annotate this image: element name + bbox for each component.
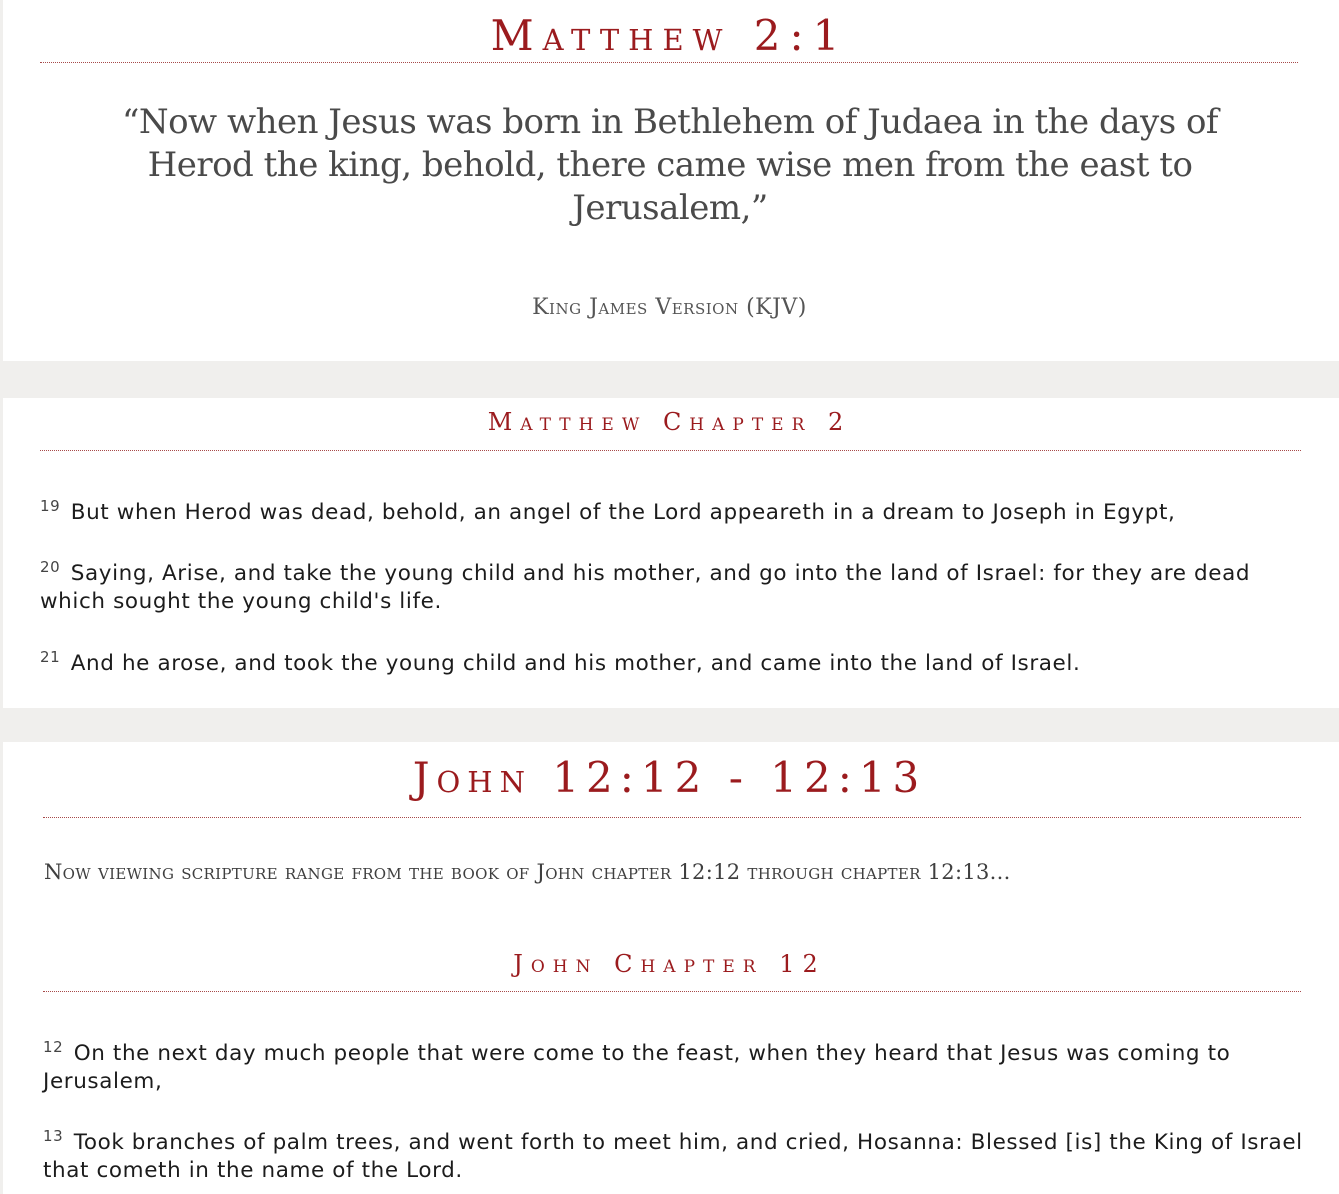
range-title: John 12:12 - 12:13 — [412, 753, 927, 802]
chapter-divider — [43, 991, 1301, 992]
verse-number: 13 — [43, 1126, 64, 1145]
verse-number: 19 — [40, 496, 61, 515]
verse-item — [40, 647, 1305, 678]
range-description: Now viewing scripture range from the book of John chapter 12:12 through chapter 12:13... — [44, 860, 1011, 884]
verse-number: 20 — [40, 557, 61, 576]
verse-number: 12 — [43, 1037, 64, 1056]
title-divider — [40, 62, 1298, 63]
verse-text: And he arose, and took the young child and his mother, and came into the land of Israel. — [70, 651, 1081, 676]
verse-item — [43, 1037, 1305, 1096]
verse-text: Took branches of palm trees, and went forth to meet him, and cried, Hosanna: Blessed [is] the King of Israel that cometh in the name of the Lord. — [43, 1130, 1303, 1183]
verse-text: On the next day much people that were come to the feast, when they heard that Jesus was coming to Jerusalem, — [43, 1041, 1231, 1094]
verse-text: But when Herod was dead, behold, an angel of the Lord appeareth in a dream to Joseph in Egypt, — [70, 500, 1176, 525]
verse-number: 21 — [40, 647, 61, 666]
verse-quote: “Now when Jesus was born in Bethlehem of Judaea in the days of Herod the king, behold, there came wise men from the east to Jerusalem,” — [121, 102, 1219, 228]
page-title: Matthew 2:1 — [490, 11, 849, 60]
range-title-divider — [43, 817, 1301, 818]
bible-version-label[interactable]: King James Version (KJV) — [532, 295, 807, 320]
verse-text: Saying, Arise, and take the young child and his mother, and go into the land of Israel: for they are dead which sought the young child's life. — [40, 561, 1251, 614]
verse-item — [40, 496, 1305, 527]
verse-item — [40, 557, 1305, 616]
chapter-title[interactable]: Matthew Chapter 2 — [487, 408, 852, 436]
chapter-title[interactable]: John Chapter 12 — [513, 950, 826, 978]
verse-item — [43, 1126, 1305, 1185]
chapter-divider — [40, 450, 1301, 451]
